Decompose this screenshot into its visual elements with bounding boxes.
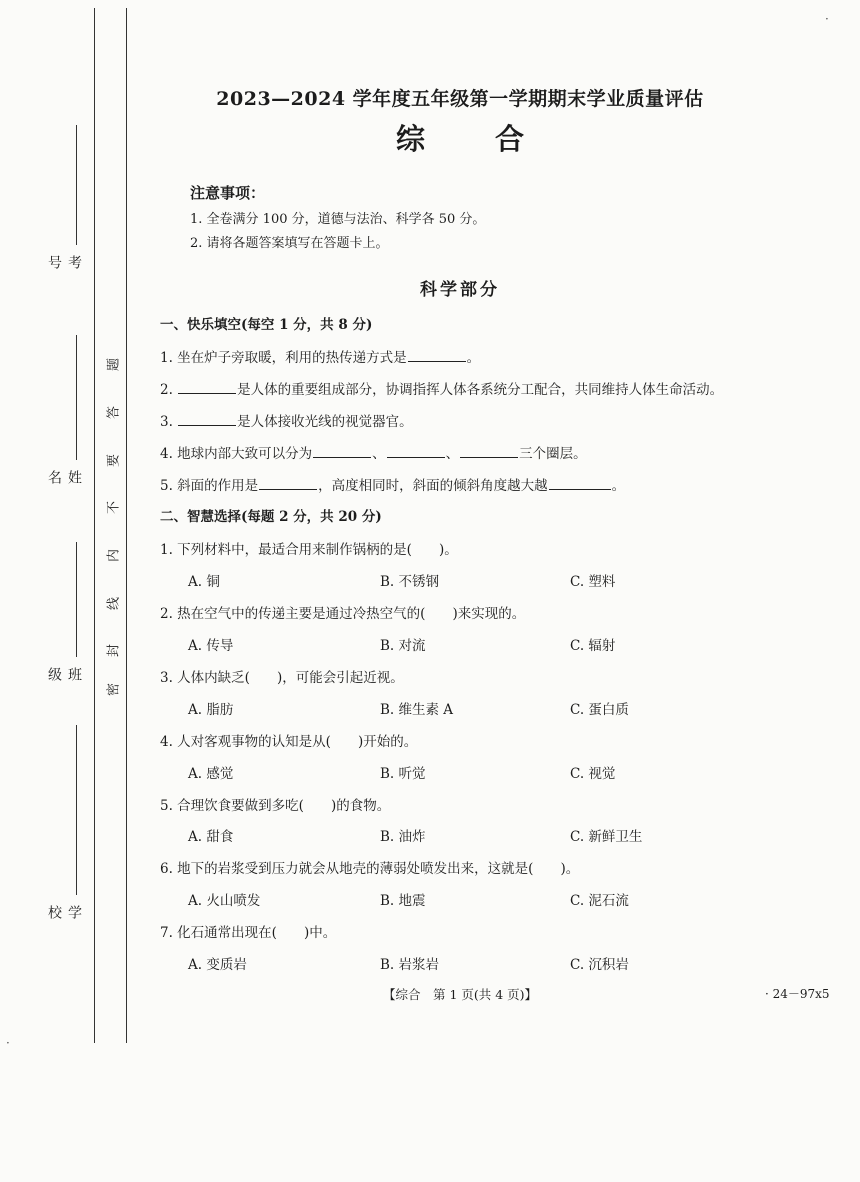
- question-text: 5. 斜面的作用是: [160, 478, 259, 494]
- question-text: 是人体的重要组成部分，协调指挥人体各系统分工配合，共同维持人体生命活动。: [237, 382, 724, 398]
- choice-question-stem: 2. 热在空气中的传递主要是通过冷热空气的( )来实现的。: [160, 606, 526, 622]
- part2-heading: 二、智慧选择(每题 2 分，共 20 分): [160, 509, 382, 525]
- choice-option-a[interactable]: A. 火山喷发: [188, 893, 261, 909]
- seal-char: 答: [106, 406, 122, 420]
- choice-option-c[interactable]: C. 新鲜卫生: [570, 829, 643, 845]
- choice-option-b[interactable]: B. 维生素 A: [380, 702, 454, 718]
- exam-no-label: 考号: [46, 255, 82, 269]
- choice-question-stem: 1. 下列材料中，最适合用来制作锅柄的是( )。: [160, 542, 458, 558]
- question-text: 。: [466, 350, 481, 366]
- question-text: 、: [372, 446, 386, 462]
- answer-blank[interactable]: [313, 445, 371, 458]
- choice-option-a[interactable]: A. 铜: [188, 574, 220, 590]
- answer-blank[interactable]: [408, 349, 466, 362]
- seal-char: 要: [106, 454, 122, 468]
- answer-blank[interactable]: [387, 445, 445, 458]
- choice-question-stem: 3. 人体内缺乏( )，可能会引起近视。: [160, 670, 404, 686]
- note-item: 2. 请将各题答案填写在答题卡上。: [190, 236, 389, 251]
- question-text: 4. 地球内部大致可以分为: [160, 446, 313, 462]
- choice-option-b[interactable]: B. 听觉: [380, 766, 426, 782]
- answer-blank[interactable]: [549, 477, 611, 490]
- fill-question-1: [160, 346, 480, 366]
- question-text: 3.: [160, 414, 178, 430]
- answer-blank[interactable]: [259, 477, 317, 490]
- choice-option-c[interactable]: C. 沉积岩: [570, 957, 629, 973]
- choice-option-b[interactable]: B. 对流: [380, 638, 426, 654]
- choice-question-stem: 4. 人对客观事物的认知是从( )开始的。: [160, 734, 418, 750]
- name-label: 姓名: [46, 470, 82, 484]
- choice-option-b[interactable]: B. 油炸: [380, 829, 426, 845]
- fill-question-5: [160, 474, 625, 494]
- corner-dot: ·: [825, 12, 829, 26]
- page-footer: 【综合 第 1 页(共 4 页)】: [382, 987, 538, 1002]
- fill-question-3: [160, 410, 413, 430]
- seal-char: 题: [106, 358, 122, 372]
- question-text: ，高度相同时，斜面的倾斜角度越大越: [318, 478, 548, 494]
- seal-char: 不: [106, 501, 122, 515]
- question-text: 。: [611, 478, 626, 494]
- choice-option-a[interactable]: A. 脂肪: [188, 702, 234, 718]
- choice-option-b[interactable]: B. 地震: [380, 893, 426, 909]
- choice-option-b[interactable]: B. 不锈钢: [380, 574, 440, 590]
- choice-question-stem: 6. 地下的岩浆受到压力就会从地壳的薄弱处喷发出来，这就是( )。: [160, 861, 580, 877]
- question-text: 三个圈层。: [519, 446, 587, 462]
- choice-question-stem: 5. 合理饮食要做到多吃( )的食物。: [160, 798, 391, 814]
- class-label: 班级: [46, 667, 82, 681]
- exam-title: 2023—2024 学年度五年级第一学期期末学业质量评估: [216, 88, 704, 110]
- seal-char: 内: [106, 549, 122, 563]
- notes-heading: 注意事项：: [190, 184, 266, 202]
- answer-blank[interactable]: [460, 445, 518, 458]
- fill-question-2: [160, 378, 723, 398]
- seal-char: 封: [106, 644, 122, 658]
- exam-subject: 综合: [395, 122, 594, 156]
- choice-option-a[interactable]: A. 传导: [188, 638, 234, 654]
- part1-heading: 一、快乐填空(每空 1 分，共 8 分): [160, 317, 373, 333]
- choice-option-a[interactable]: A. 感觉: [188, 766, 234, 782]
- choice-option-c[interactable]: C. 塑料: [570, 574, 616, 590]
- answer-blank[interactable]: [178, 381, 236, 394]
- question-text: 是人体接收光线的视觉器官。: [237, 414, 413, 430]
- choice-option-a[interactable]: A. 变质岩: [188, 957, 247, 973]
- question-text: 2.: [160, 382, 178, 398]
- choice-option-c[interactable]: C. 视觉: [570, 766, 616, 782]
- note-item: 1. 全卷满分 100 分，道德与法治、科学各 50 分。: [190, 212, 486, 227]
- fill-question-4: [160, 442, 587, 462]
- section-title: 科学部分: [420, 280, 500, 300]
- seal-char: 线: [106, 597, 122, 611]
- paper-code: · 24－97x5: [765, 987, 830, 1001]
- choice-option-c[interactable]: C. 泥石流: [570, 893, 629, 909]
- seal-char: 密: [106, 683, 122, 697]
- question-text: 、: [445, 446, 460, 462]
- choice-option-b[interactable]: B. 岩浆岩: [380, 957, 440, 973]
- question-text: 1. 坐在炉子旁取暖，利用的热传递方式是: [160, 350, 407, 366]
- choice-option-a[interactable]: A. 甜食: [188, 829, 234, 845]
- choice-option-c[interactable]: C. 辐射: [570, 638, 616, 654]
- choice-question-stem: 7. 化石通常出现在( )中。: [160, 925, 337, 941]
- answer-blank[interactable]: [178, 413, 236, 426]
- school-label: 学校: [46, 905, 82, 919]
- choice-option-c[interactable]: C. 蛋白质: [570, 702, 629, 718]
- corner-dot: ·: [6, 1036, 10, 1050]
